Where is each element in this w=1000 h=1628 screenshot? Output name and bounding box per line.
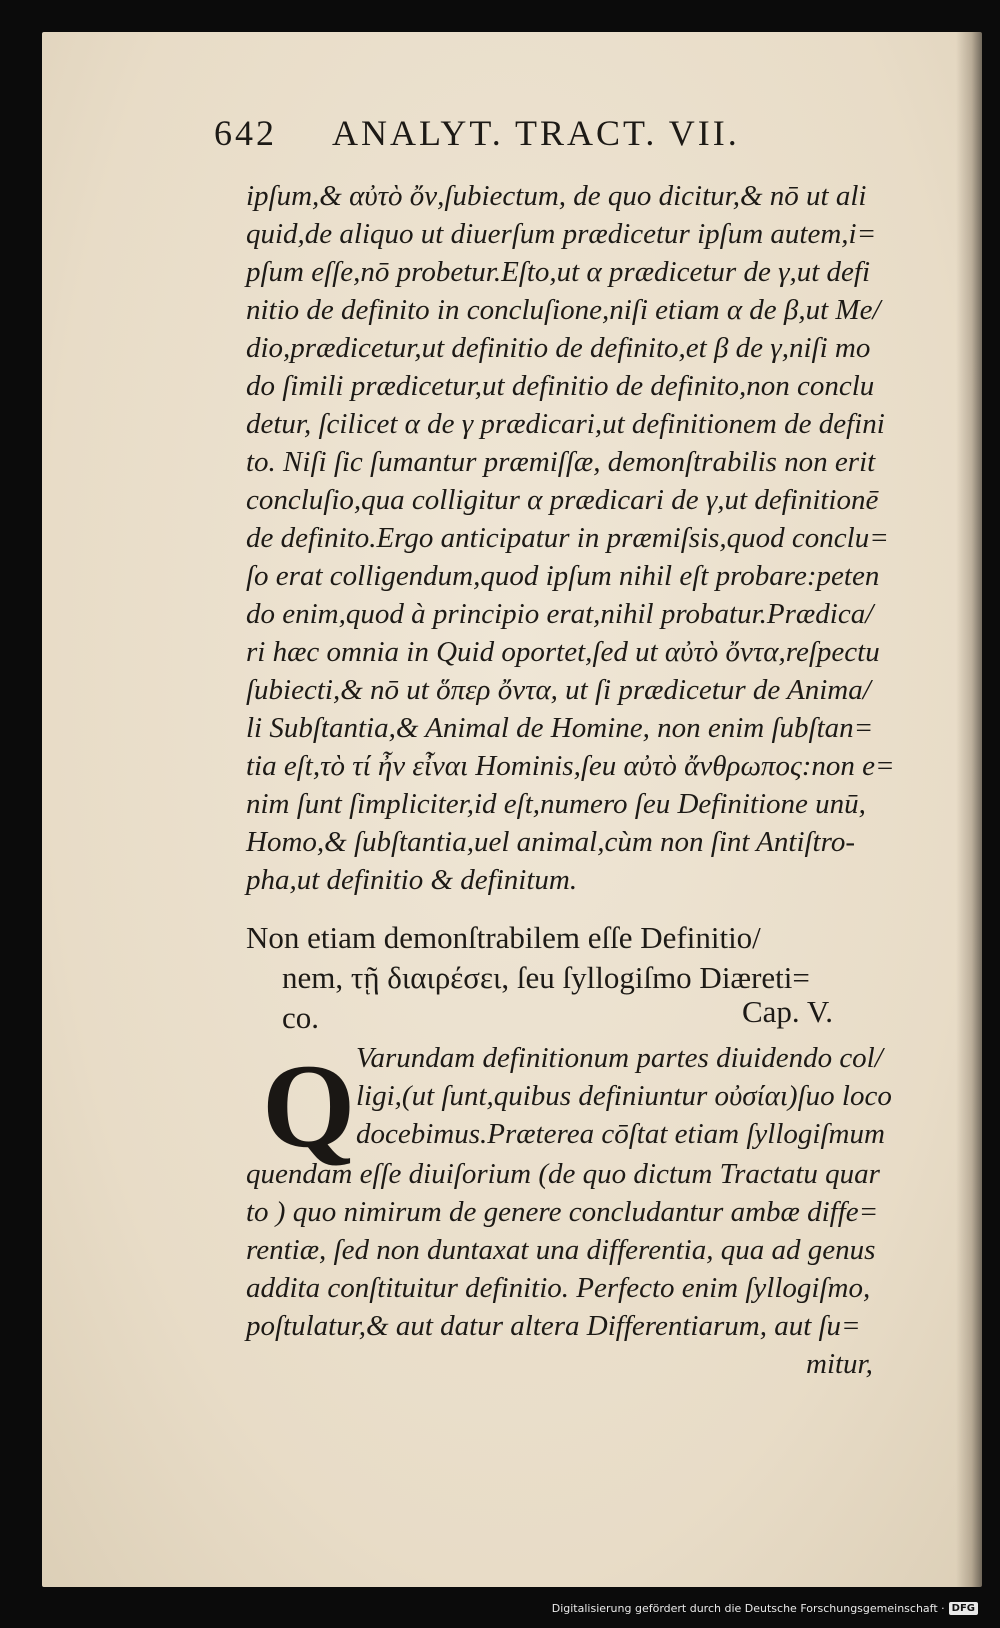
- heading-line: Non etiam demonſtrabilem eſſe Definitio/: [246, 920, 761, 955]
- digitization-footer: [0, 1588, 1000, 1628]
- text-line: ſubiecti,& nō ut ὅπερ ὄντα, ut ſi prædicetur de Anima/: [246, 674, 871, 706]
- text-line: detur, ſcilicet α de γ prædicari,ut definitionem de defini: [246, 408, 885, 440]
- text-line: rentiæ, ſed non duntaxat una differentia, qua ad genus: [246, 1234, 876, 1266]
- text-line: do ſimili prædicetur,ut definitio de definito,non conclu: [246, 370, 875, 402]
- text-line: pha,ut definitio & definitum.: [246, 864, 578, 896]
- text-line: docebimus.Præterea cōſtat etiam ſyllogiſmum: [356, 1118, 885, 1150]
- heading-line: co.: [282, 1000, 320, 1035]
- text-line: do enim,quod à principio erat,nihil probatur.Prædica/: [246, 598, 874, 630]
- text-line: nitio de definito in concluſione,niſi etiam α de β,ut Me/: [246, 294, 881, 326]
- text-line: li Subſtantia,& Animal de Homine, non enim ſubſtan=: [246, 712, 874, 744]
- text-line: dio,prædicetur,ut definitio de definito,et β de γ,niſi mo: [246, 332, 871, 364]
- text-line: quendam eſſe diuiſorium (de quo dictum Tractatu quar: [246, 1158, 880, 1190]
- text-line: ipſum,& αὐτὸ ὄν,ſubiectum, de quo dicitur,& nō ut ali: [246, 180, 867, 212]
- text-line: Varundam definitionum partes diuidendo col/: [356, 1042, 883, 1074]
- text-line: quid,de aliquo ut diuerſum prædicetur ipſum autem,i=: [246, 218, 877, 250]
- running-title: ANALYT. TRACT. VII.: [332, 113, 740, 153]
- heading-line: nem, τῇ διαιρέσει, ſeu ſyllogiſmo Diæreti=: [282, 960, 810, 995]
- page-number: 642: [214, 113, 277, 153]
- catchword: mitur,: [806, 1348, 873, 1380]
- text-line: ſo erat colligendum,quod ipſum nihil eſt probare:peten: [246, 560, 880, 592]
- footer-credit: Digitalisierung gefördert durch die Deutsche Forschungsgemeinschaft ·: [551, 1601, 945, 1615]
- text-line: ri hæc omnia in Quid oportet,ſed ut αὐτὸ ὄντα,reſpectu: [246, 636, 880, 668]
- text-line: addita conſtituitur definitio. Perfecto enim ſyllogiſmo,: [246, 1272, 871, 1304]
- text-line: Homo,& ſubſtantia,uel animal,cùm non ſint Antiſtro-: [246, 826, 855, 858]
- text-line: tia eſt,τὸ τί ἦν εἶναι Hominis,ſeu αὐτὸ ἄνθρωπος:non e=: [246, 750, 895, 782]
- text-line: poſtulatur,& aut datur altera Differentiarum, aut ſu=: [246, 1310, 861, 1342]
- text-line: to ) quo nimirum de genere concludantur ambæ diffe=: [246, 1196, 879, 1228]
- drop-cap-initial: Q: [262, 1039, 356, 1172]
- chapter-label: Cap. V.: [742, 994, 834, 1029]
- text-line: ligi,(ut ſunt,quibus definiuntur οὐσίαι)ſuo loco: [356, 1080, 892, 1112]
- text-line: pſum eſſe,nō probetur.Eſto,ut α prædicetur de γ,ut defi: [246, 256, 871, 288]
- text-line: nim ſunt ſimpliciter,id eſt,numero ſeu Definitione unū,: [246, 788, 866, 820]
- text-line: to. Niſi ſic ſumantur præmiſſæ, demonſtrabilis non erit: [246, 446, 876, 478]
- text-line: concluſio,qua colligitur α prædicari de γ,ut definitionē: [246, 484, 879, 516]
- dfg-logo: DFG: [949, 1602, 978, 1615]
- running-header: [214, 112, 874, 160]
- text-line: de definito.Ergo anticipatur in præmiſsis,quod conclu=: [246, 522, 889, 554]
